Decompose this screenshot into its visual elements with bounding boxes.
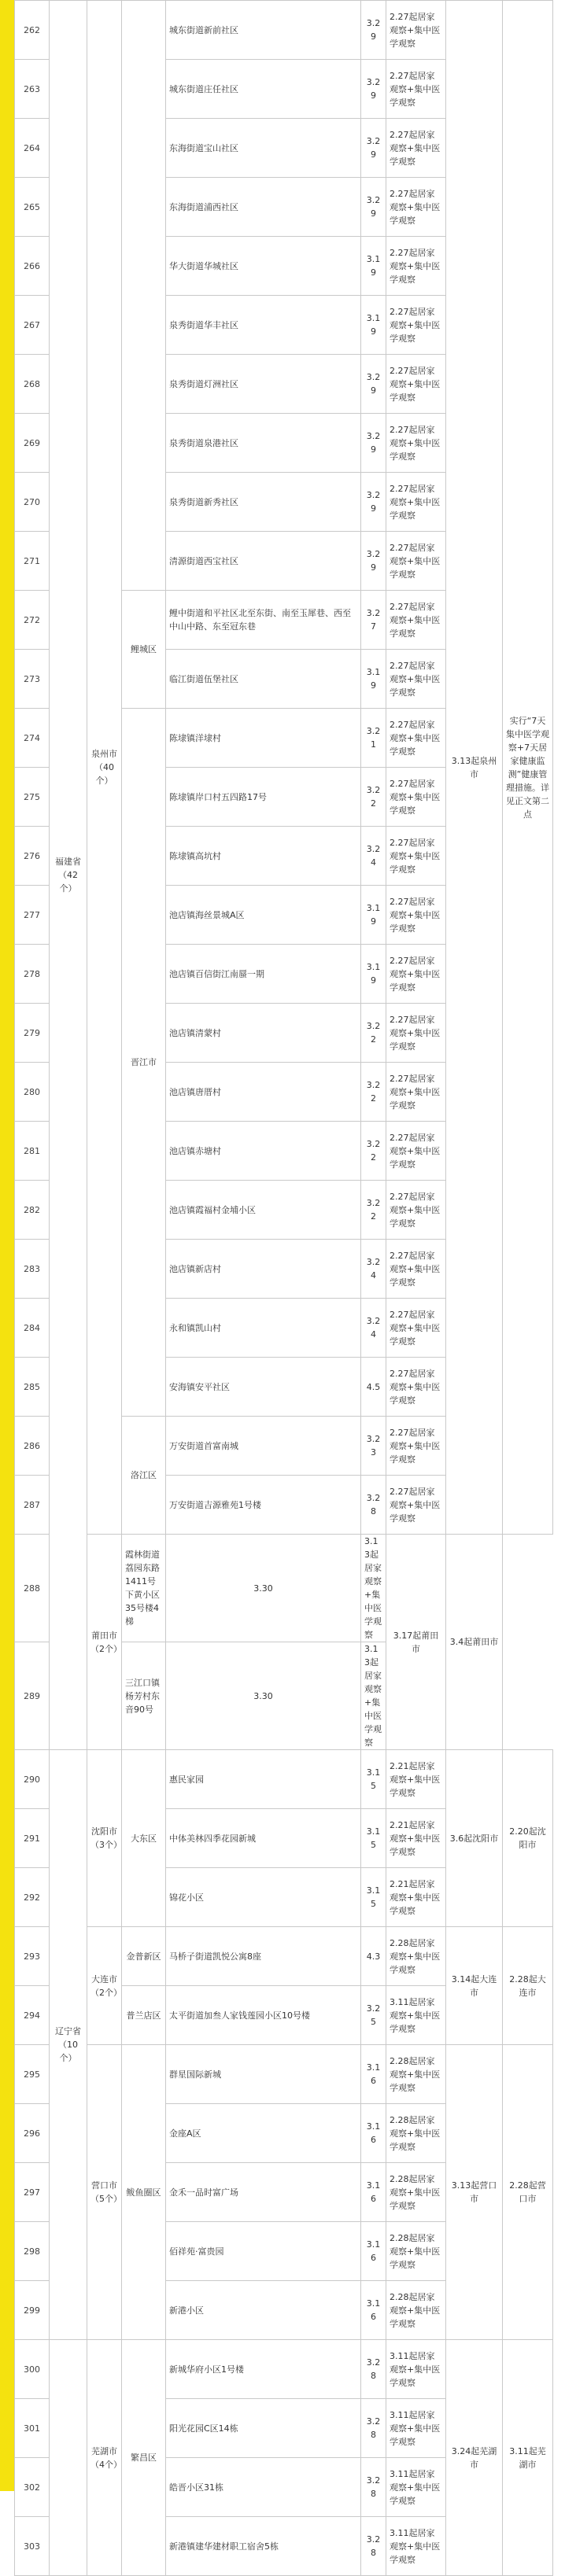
control-start-cell: 3.14起大连市	[446, 1927, 503, 2045]
release-date: 3.29	[361, 119, 386, 178]
control-type: 2.28起居家观察+集中医学观察	[386, 2104, 446, 2163]
row-number: 300	[15, 2340, 50, 2399]
release-date: 3.21	[361, 709, 386, 768]
community-name: 新港小区	[166, 2281, 361, 2340]
release-date: 3.29	[361, 355, 386, 414]
row-number: 284	[15, 1299, 50, 1358]
community-name: 城东街道新前社区	[166, 1, 361, 60]
community-name: 万安街道首富南城	[166, 1417, 361, 1476]
community-name: 池店镇海丝景城A区	[166, 886, 361, 945]
community-name: 池店镇唐厝村	[166, 1063, 361, 1122]
control-type: 3.13起居家观察+集中医学观察	[361, 1642, 386, 1750]
city-cell: 芜湖市（4个）	[87, 2340, 122, 2576]
release-date: 3.24	[361, 1299, 386, 1358]
release-date: 3.15	[361, 1809, 386, 1868]
control-type: 2.27起居家观察+集中医学观察	[386, 827, 446, 886]
row-number: 282	[15, 1181, 50, 1240]
control-type: 2.27起居家观察+集中医学观察	[386, 945, 446, 1004]
control-start-cell: 3.6起沈阳市	[446, 1750, 503, 1927]
control-type: 2.27起居家观察+集中医学观察	[386, 355, 446, 414]
community-name: 泉秀街道新秀社区	[166, 473, 361, 532]
row-number: 294	[15, 1986, 50, 2045]
control-type: 2.27起居家观察+集中医学观察	[386, 591, 446, 650]
district-cell: 晋江市	[122, 709, 166, 1417]
community-name: 金禾一品时富广场	[166, 2163, 361, 2222]
community-name: 金座A区	[166, 2104, 361, 2163]
yellow-side-bar	[0, 0, 14, 2491]
control-type: 2.27起居家观察+集中医学观察	[386, 532, 446, 591]
row-number: 298	[15, 2222, 50, 2281]
row-number: 270	[15, 473, 50, 532]
control-type: 2.27起居家观察+集中医学观察	[386, 1063, 446, 1122]
community-name: 万安街道吉源雅苑1号楼	[166, 1476, 361, 1535]
release-date: 3.15	[361, 1750, 386, 1809]
community-name: 陈埭镇高坑村	[166, 827, 361, 886]
row-number: 302	[15, 2458, 50, 2517]
release-date: 3.19	[361, 296, 386, 355]
row-number: 268	[15, 355, 50, 414]
community-name: 池店镇清蒙村	[166, 1004, 361, 1063]
community-name: 锦花小区	[166, 1868, 361, 1927]
release-date: 4.3	[361, 1927, 386, 1986]
measure-cell: 2.28起营口市	[503, 2045, 553, 2340]
row-number: 292	[15, 1868, 50, 1927]
row-number: 285	[15, 1358, 50, 1417]
city-cell: 营口市（5个）	[87, 2045, 122, 2340]
control-type: 2.27起居家观察+集中医学观察	[386, 886, 446, 945]
control-type: 2.28起居家观察+集中医学观察	[386, 2281, 446, 2340]
measure-cell: 实行“7天集中医学观察+7天居家健康监测”健康管理措施。详见正文第二点	[503, 1, 553, 1535]
district-cell: 普兰店区	[122, 1986, 166, 2045]
release-date: 3.22	[361, 1063, 386, 1122]
release-date: 3.29	[361, 60, 386, 119]
release-date: 3.22	[361, 1181, 386, 1240]
community-name: 泉秀街道泉港社区	[166, 414, 361, 473]
city-cell: 大连市（2个）	[87, 1927, 122, 2045]
control-type: 2.28起居家观察+集中医学观察	[386, 2045, 446, 2104]
row-number: 269	[15, 414, 50, 473]
control-type: 2.27起居家观察+集中医学观察	[386, 1, 446, 60]
district-cell: 金普新区	[122, 1927, 166, 1986]
release-date: 3.24	[361, 827, 386, 886]
control-type: 3.11起居家观察+集中医学观察	[386, 2340, 446, 2399]
community-name: 中体美林四季花园新城	[166, 1809, 361, 1868]
row-number: 281	[15, 1122, 50, 1181]
community-name: 太平街道加叁人家钱莲园小区10号楼	[166, 1986, 361, 2045]
table-row	[15, 1535, 553, 1642]
row-number: 280	[15, 1063, 50, 1122]
community-name: 池店镇赤塘村	[166, 1122, 361, 1181]
district-cell: 繁昌区	[122, 2340, 166, 2576]
release-date: 3.19	[361, 945, 386, 1004]
release-date: 3.19	[361, 650, 386, 709]
release-date: 3.16	[361, 2281, 386, 2340]
community-name: 佰祥苑·富贵园	[166, 2222, 361, 2281]
community-name: 皓晋小区31栋	[166, 2458, 361, 2517]
table-row	[15, 2340, 553, 2399]
district-cell: 洛江区	[122, 1417, 166, 1535]
row-number: 274	[15, 709, 50, 768]
control-type: 3.13起居家观察+集中医学观察	[361, 1535, 386, 1642]
release-date: 3.28	[361, 2458, 386, 2517]
control-type: 2.21起居家观察+集中医学观察	[386, 1868, 446, 1927]
table-scroll-area[interactable]	[14, 0, 553, 2576]
district-cell: 鲤城区	[122, 591, 166, 709]
community-name: 阳光花园C区14栋	[166, 2399, 361, 2458]
control-type: 2.21起居家观察+集中医学观察	[386, 1809, 446, 1868]
row-number: 295	[15, 2045, 50, 2104]
row-number: 290	[15, 1750, 50, 1809]
community-name: 池店镇霞福村金埔小区	[166, 1181, 361, 1240]
row-number: 267	[15, 296, 50, 355]
release-date: 4.5	[361, 1358, 386, 1417]
community-name: 鲤中街道和平社区北至东街、南至玉犀巷、西至中山中路、东至冠东巷	[166, 591, 361, 650]
control-type: 2.27起居家观察+集中医学观察	[386, 1004, 446, 1063]
release-date: 3.25	[361, 1986, 386, 2045]
district-cell: 大东区	[122, 1750, 166, 1927]
community-name: 华大街道华城社区	[166, 237, 361, 296]
control-type: 3.11起居家观察+集中医学观察	[386, 2399, 446, 2458]
row-number: 277	[15, 886, 50, 945]
control-type: 2.28起居家观察+集中医学观察	[386, 2163, 446, 2222]
release-date: 3.29	[361, 473, 386, 532]
control-type: 2.27起居家观察+集中医学观察	[386, 1476, 446, 1535]
control-start-cell: 3.13起营口市	[446, 2045, 503, 2340]
control-type: 2.27起居家观察+集中医学观察	[386, 296, 446, 355]
control-start-cell: 3.13起泉州市	[446, 1, 503, 1535]
community-name: 临江街道伍堡社区	[166, 650, 361, 709]
release-date: 3.29	[361, 532, 386, 591]
row-number: 291	[15, 1809, 50, 1868]
province-cell: 福建省（42个）	[50, 1, 87, 1750]
control-type: 2.27起居家观察+集中医学观察	[386, 1299, 446, 1358]
release-date: 3.29	[361, 178, 386, 237]
row-number: 288	[15, 1535, 50, 1642]
row-number: 264	[15, 119, 50, 178]
control-type: 2.27起居家观察+集中医学观察	[386, 473, 446, 532]
row-number: 273	[15, 650, 50, 709]
control-type: 2.28起居家观察+集中医学观察	[386, 1927, 446, 1986]
row-number: 303	[15, 2517, 50, 2576]
risk-area-table	[14, 0, 553, 2576]
release-date: 3.28	[361, 1476, 386, 1535]
control-type: 2.27起居家观察+集中医学观察	[386, 709, 446, 768]
release-date: 3.28	[361, 2517, 386, 2576]
control-type: 2.27起居家观察+集中医学观察	[386, 768, 446, 827]
row-number: 289	[15, 1642, 50, 1750]
control-type: 2.28起居家观察+集中医学观察	[386, 2222, 446, 2281]
row-number: 283	[15, 1240, 50, 1299]
measure-cell: 2.28起大连市	[503, 1927, 553, 2045]
control-type: 2.27起居家观察+集中医学观察	[386, 1417, 446, 1476]
release-date: 3.23	[361, 1417, 386, 1476]
control-type: 3.11起居家观察+集中医学观察	[386, 1986, 446, 2045]
community-name: 东海街道浦西社区	[166, 178, 361, 237]
row-number: 278	[15, 945, 50, 1004]
control-type: 2.27起居家观察+集中医学观察	[386, 1181, 446, 1240]
table-row	[15, 2045, 553, 2104]
community-name: 新港镇建华建材职工宿舍5栋	[166, 2517, 361, 2576]
release-date: 3.28	[361, 2340, 386, 2399]
release-date: 3.29	[361, 1, 386, 60]
release-date: 3.22	[361, 1004, 386, 1063]
control-type: 2.27起居家观察+集中医学观察	[386, 650, 446, 709]
table-row	[15, 1927, 553, 1986]
release-date: 3.19	[361, 886, 386, 945]
row-number: 293	[15, 1927, 50, 1986]
control-type: 3.11起居家观察+集中医学观察	[386, 2517, 446, 2576]
release-date: 3.24	[361, 1240, 386, 1299]
row-number: 272	[15, 591, 50, 650]
measure-cell: 3.11起芜湖市	[503, 2340, 553, 2576]
community-name: 池店镇百信街江南蜃一期	[166, 945, 361, 1004]
release-date: 3.22	[361, 768, 386, 827]
row-number: 262	[15, 1, 50, 60]
table-row	[15, 1750, 553, 1809]
control-type: 2.27起居家观察+集中医学观察	[386, 1240, 446, 1299]
release-date: 3.19	[361, 237, 386, 296]
city-cell: 泉州市（40个）	[87, 1, 122, 1535]
release-date: 3.29	[361, 414, 386, 473]
release-date: 3.16	[361, 2104, 386, 2163]
province-cell: 辽宁省（10个）	[50, 1750, 87, 2340]
release-date: 3.30	[166, 1642, 361, 1750]
community-name: 安海镇安平社区	[166, 1358, 361, 1417]
row-number: 301	[15, 2399, 50, 2458]
community-name: 池店镇新店村	[166, 1240, 361, 1299]
release-date: 3.27	[361, 591, 386, 650]
row-number: 279	[15, 1004, 50, 1063]
community-name: 马桥子街道凯悦公寓8座	[166, 1927, 361, 1986]
city-cell: 沈阳市（3个）	[87, 1750, 122, 1927]
release-date: 3.16	[361, 2222, 386, 2281]
community-name: 三江口镇杨芳村东音90号	[122, 1642, 166, 1750]
community-name: 东海街道宝山社区	[166, 119, 361, 178]
row-number: 299	[15, 2281, 50, 2340]
province-cell-blank	[50, 2340, 87, 2576]
release-date: 3.16	[361, 2163, 386, 2222]
community-name: 惠民家园	[166, 1750, 361, 1809]
release-date: 3.30	[166, 1535, 361, 1642]
district-cell-blank	[122, 1, 166, 591]
control-start-cell: 3.17起莆田市	[386, 1535, 446, 1750]
city-cell: 莆田市（2个）	[87, 1535, 122, 1750]
row-number: 275	[15, 768, 50, 827]
community-name: 城东街道庄任社区	[166, 60, 361, 119]
control-type: 2.27起居家观察+集中医学观察	[386, 1122, 446, 1181]
measure-cell: 2.20起沈阳市	[503, 1750, 553, 1927]
table-row	[15, 1, 553, 60]
community-name: 永和镇凯山村	[166, 1299, 361, 1358]
measure-cell: 3.4起莆田市	[446, 1535, 503, 1750]
row-number: 265	[15, 178, 50, 237]
release-date: 3.16	[361, 2045, 386, 2104]
community-name: 泉秀街道灯洲社区	[166, 355, 361, 414]
row-number: 296	[15, 2104, 50, 2163]
control-type: 2.27起居家观察+集中医学观察	[386, 119, 446, 178]
community-name: 陈埭镇岸口村五四路17号	[166, 768, 361, 827]
release-date: 3.28	[361, 2399, 386, 2458]
control-type: 2.27起居家观察+集中医学观察	[386, 414, 446, 473]
district-cell: 鲅鱼圈区	[122, 2045, 166, 2340]
release-date: 3.22	[361, 1122, 386, 1181]
community-name: 陈埭镇洋埭村	[166, 709, 361, 768]
control-start-cell: 3.24起芜湖市	[446, 2340, 503, 2576]
community-name: 新城华府小区1号楼	[166, 2340, 361, 2399]
row-number: 297	[15, 2163, 50, 2222]
row-number: 266	[15, 237, 50, 296]
community-name: 群星国际新城	[166, 2045, 361, 2104]
community-name: 泉秀街道华丰社区	[166, 296, 361, 355]
release-date: 3.15	[361, 1868, 386, 1927]
control-type: 2.21起居家观察+集中医学观察	[386, 1750, 446, 1809]
community-name: 清源街道西宝社区	[166, 532, 361, 591]
row-number: 263	[15, 60, 50, 119]
control-type: 2.27起居家观察+集中医学观察	[386, 60, 446, 119]
row-number: 287	[15, 1476, 50, 1535]
community-name: 霞林街道荔园东路1411号下黄小区35号楼4梯	[122, 1535, 166, 1642]
control-type: 2.27起居家观察+集中医学观察	[386, 178, 446, 237]
control-type: 2.27起居家观察+集中医学观察	[386, 1358, 446, 1417]
table-body	[15, 1, 553, 2576]
control-type: 2.27起居家观察+集中医学观察	[386, 237, 446, 296]
control-type: 3.11起居家观察+集中医学观察	[386, 2458, 446, 2517]
row-number: 276	[15, 827, 50, 886]
row-number: 271	[15, 532, 50, 591]
row-number: 286	[15, 1417, 50, 1476]
